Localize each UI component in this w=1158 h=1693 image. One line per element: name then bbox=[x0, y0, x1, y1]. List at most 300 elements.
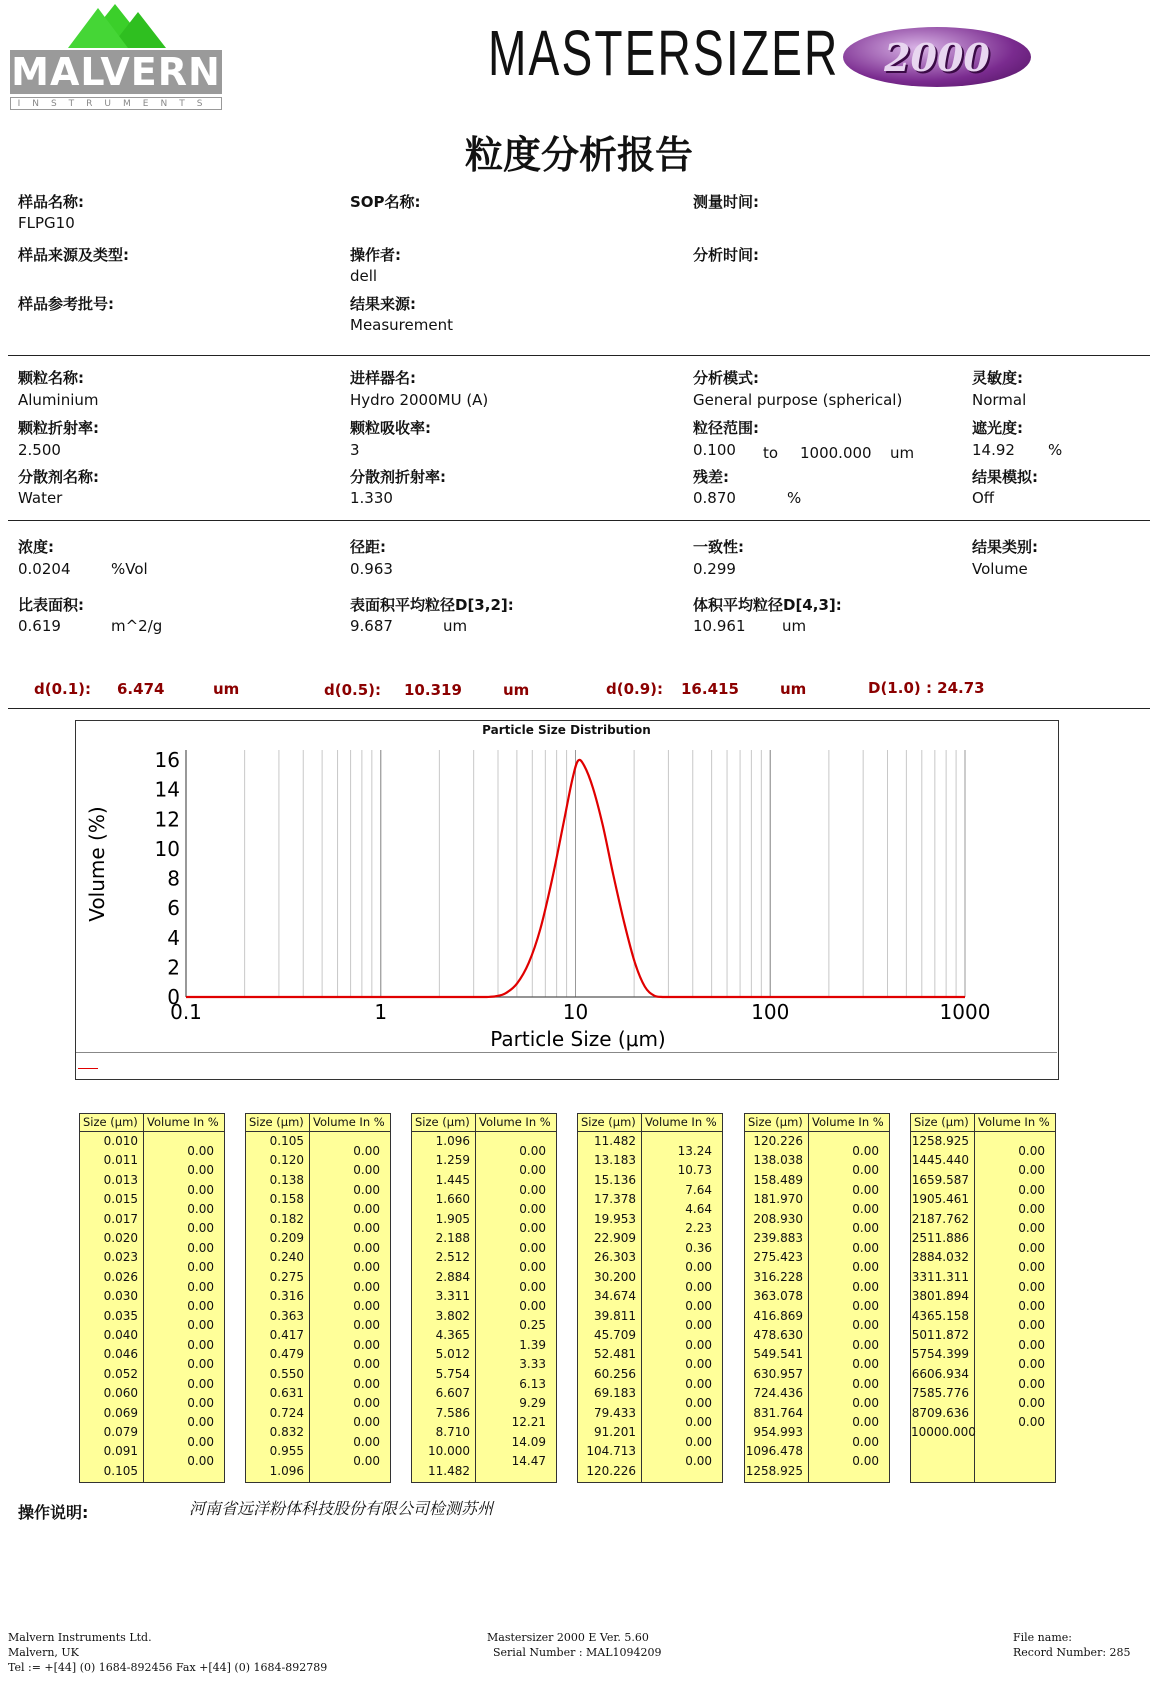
volume-cell: 0.00 bbox=[353, 1201, 380, 1216]
y-tick-label: 0 bbox=[167, 985, 180, 1009]
d05-value: 10.319 bbox=[404, 681, 462, 699]
size-cell: 11.482 bbox=[594, 1134, 636, 1148]
header-volume: Volume In % bbox=[147, 1115, 219, 1129]
volume-cell: 0.00 bbox=[685, 1318, 712, 1333]
volume-cell: 0.00 bbox=[187, 1434, 214, 1449]
size-cell: 30.200 bbox=[594, 1269, 636, 1284]
volume-cell: 0.00 bbox=[187, 1143, 214, 1158]
size-cell: 7585.776 bbox=[911, 1386, 969, 1401]
x-tick-label: 1 bbox=[374, 1000, 388, 1024]
size-cell: 0.052 bbox=[103, 1366, 138, 1381]
volume-cell: 0.00 bbox=[1018, 1376, 1045, 1391]
size-cell: 5.012 bbox=[435, 1347, 470, 1362]
logo-company-text: MALVERN bbox=[11, 50, 221, 94]
volume-cell: 0.00 bbox=[519, 1143, 546, 1158]
sop-label: SOP名称: bbox=[350, 193, 421, 211]
size-cell: 0.079 bbox=[103, 1425, 138, 1439]
size-cell: 22.909 bbox=[594, 1231, 636, 1245]
size-cell: 3.311 bbox=[435, 1289, 470, 1304]
x-tick-label: 10 bbox=[562, 1000, 589, 1024]
sensitivity-label: 灵敏度: bbox=[972, 369, 1023, 387]
emulation-value: Off bbox=[972, 489, 995, 507]
footer-line: Serial Number : MAL1094209 bbox=[493, 1646, 662, 1659]
table-header bbox=[578, 1114, 722, 1132]
volume-cell: 0.00 bbox=[685, 1434, 712, 1449]
size-cell: 11.482 bbox=[428, 1463, 470, 1478]
table-header bbox=[745, 1114, 889, 1132]
size-cell: 158.489 bbox=[753, 1172, 803, 1187]
volume-cell: 0.00 bbox=[1018, 1143, 1045, 1158]
size-cell: 1445.440 bbox=[911, 1153, 969, 1168]
volume-cell: 0.00 bbox=[353, 1298, 380, 1313]
result-source-label: 结果来源: bbox=[350, 295, 416, 313]
volume-cell: 0.00 bbox=[852, 1415, 879, 1430]
volume-cell: 0.00 bbox=[1018, 1415, 1045, 1430]
size-cell: 6.607 bbox=[435, 1386, 470, 1401]
size-cell: 0.069 bbox=[103, 1405, 138, 1420]
volume-cell: 0.00 bbox=[685, 1260, 712, 1275]
ssa-value: 0.619 bbox=[18, 617, 61, 635]
volume-cell: 0.00 bbox=[852, 1298, 879, 1313]
size-cell: 0.013 bbox=[103, 1172, 138, 1187]
size-cell: 2.884 bbox=[435, 1269, 470, 1284]
size-cell: 478.630 bbox=[753, 1328, 803, 1342]
obscuration-value: 14.92 bbox=[972, 441, 1015, 459]
d09-label: d(0.9): bbox=[606, 680, 664, 698]
size-cell: 1.259 bbox=[435, 1153, 470, 1168]
d09-unit: um bbox=[780, 680, 807, 698]
size-cell: 724.436 bbox=[753, 1386, 803, 1401]
size-cell: 239.883 bbox=[753, 1231, 803, 1245]
footer-line: Record Number: 285 bbox=[1013, 1646, 1131, 1659]
size-cell: 549.541 bbox=[753, 1347, 803, 1362]
divider bbox=[8, 520, 1150, 521]
size-table bbox=[910, 1113, 1056, 1483]
sample-source-label: 样品来源及类型: bbox=[18, 246, 129, 264]
volume-cell: 0.00 bbox=[685, 1337, 712, 1352]
volume-cell: 0.00 bbox=[187, 1318, 214, 1333]
x-tick-label: 0.1 bbox=[170, 1000, 202, 1024]
sample-name-label: 样品名称: bbox=[18, 193, 84, 211]
size-cell: 45.709 bbox=[594, 1328, 636, 1342]
volume-cell: 2.23 bbox=[685, 1221, 712, 1236]
obscuration-label: 遮光度: bbox=[972, 419, 1023, 437]
volume-cell: 0.00 bbox=[187, 1415, 214, 1430]
volume-cell: 0.00 bbox=[685, 1395, 712, 1410]
notes-value: 河南省远洋粉体科技股份有限公司检测苏州 bbox=[189, 1499, 494, 1518]
size-cell: 0.105 bbox=[269, 1134, 304, 1148]
size-cell: 954.993 bbox=[753, 1425, 803, 1439]
uniformity-label: 一致性: bbox=[693, 538, 744, 556]
d43-unit: um bbox=[782, 617, 807, 635]
sampler-label: 进样器名: bbox=[350, 369, 416, 387]
measure-time-label: 测量时间: bbox=[693, 193, 759, 211]
volume-cell: 10.73 bbox=[677, 1163, 712, 1178]
size-cell: 275.423 bbox=[753, 1250, 803, 1265]
volume-cell: 0.00 bbox=[1018, 1395, 1045, 1410]
size-table bbox=[411, 1113, 557, 1483]
size-cell: 2884.032 bbox=[911, 1250, 969, 1265]
size-cell: 0.030 bbox=[103, 1289, 138, 1304]
size-cell: 10.000 bbox=[428, 1444, 470, 1459]
size-cell: 0.011 bbox=[103, 1153, 138, 1168]
volume-cell: 1.39 bbox=[519, 1337, 546, 1352]
absorption-label: 颗粒吸收率: bbox=[350, 419, 431, 437]
size-cell: 15.136 bbox=[594, 1172, 636, 1187]
d10-value: D(1.0) : 24.73 bbox=[868, 679, 985, 697]
volume-cell: 0.00 bbox=[353, 1376, 380, 1391]
size-cell: 1.445 bbox=[435, 1172, 470, 1187]
volume-cell: 0.00 bbox=[353, 1182, 380, 1197]
size-cell: 39.811 bbox=[594, 1308, 636, 1323]
size-range-to: to bbox=[763, 444, 779, 462]
chart-title: Particle Size Distribution bbox=[482, 723, 651, 737]
volume-cell: 0.00 bbox=[353, 1260, 380, 1275]
volume-cell: 0.00 bbox=[685, 1298, 712, 1313]
size-cell: 316.228 bbox=[753, 1269, 803, 1284]
y-tick-label: 14 bbox=[154, 777, 180, 802]
ri-label: 颗粒折射率: bbox=[18, 419, 99, 437]
span-value: 0.963 bbox=[350, 560, 393, 578]
volume-cell: 0.00 bbox=[1018, 1240, 1045, 1255]
volume-cell: 0.00 bbox=[519, 1298, 546, 1313]
size-cell: 4365.158 bbox=[911, 1308, 969, 1323]
size-cell: 0.158 bbox=[269, 1192, 304, 1207]
analysis-mode-value: General purpose (spherical) bbox=[693, 391, 903, 409]
volume-cell: 0.00 bbox=[852, 1454, 879, 1469]
header-volume: Volume In % bbox=[645, 1115, 717, 1129]
volume-cell: 0.00 bbox=[1018, 1182, 1045, 1197]
size-cell: 13.183 bbox=[594, 1153, 636, 1168]
size-cell: 52.481 bbox=[594, 1347, 636, 1362]
size-cell: 0.060 bbox=[103, 1386, 138, 1401]
y-tick-label: 10 bbox=[154, 836, 180, 861]
size-cell: 181.970 bbox=[753, 1192, 803, 1207]
size-cell: 3311.311 bbox=[911, 1269, 969, 1284]
size-cell: 4.365 bbox=[435, 1328, 470, 1342]
size-table bbox=[79, 1113, 225, 1483]
particle-name-label: 颗粒名称: bbox=[18, 369, 84, 387]
product-name: MASTERSIZER bbox=[488, 17, 840, 89]
size-cell: 8709.636 bbox=[911, 1405, 969, 1420]
volume-cell: 0.00 bbox=[1018, 1163, 1045, 1178]
volume-cell: 0.00 bbox=[353, 1357, 380, 1372]
volume-cell: 0.00 bbox=[1018, 1357, 1045, 1372]
volume-cell: 14.09 bbox=[511, 1434, 546, 1449]
size-cell: 1.096 bbox=[269, 1463, 304, 1478]
d43-value: 10.961 bbox=[693, 617, 746, 635]
volume-cell: 0.00 bbox=[519, 1201, 546, 1216]
sample-name-value: FLPG10 bbox=[18, 214, 75, 232]
product-badge bbox=[843, 27, 1031, 87]
logo-triangles-icon bbox=[10, 0, 222, 50]
size-cell: 1.905 bbox=[435, 1211, 470, 1226]
residual-label: 残差: bbox=[693, 468, 729, 486]
sampler-value: Hydro 2000MU (A) bbox=[350, 391, 489, 409]
size-table bbox=[744, 1113, 890, 1483]
size-cell: 0.017 bbox=[103, 1211, 138, 1226]
volume-cell: 0.00 bbox=[519, 1279, 546, 1294]
batch-label: 样品参考批号: bbox=[18, 295, 114, 313]
operator-value: dell bbox=[350, 267, 378, 285]
size-cell: 5754.399 bbox=[911, 1347, 969, 1362]
result-type-label: 结果类别: bbox=[972, 538, 1038, 556]
size-cell: 831.764 bbox=[753, 1405, 803, 1420]
volume-cell: 0.00 bbox=[852, 1395, 879, 1410]
table-header bbox=[412, 1114, 556, 1132]
emulation-label: 结果模拟: bbox=[972, 468, 1038, 486]
volume-cell: 0.00 bbox=[685, 1454, 712, 1469]
table-header bbox=[246, 1114, 390, 1132]
dispersant-label: 分散剂名称: bbox=[18, 468, 99, 486]
size-cell: 0.240 bbox=[269, 1250, 304, 1265]
d09-value: 16.415 bbox=[681, 680, 739, 698]
conc-value: 0.0204 bbox=[18, 560, 71, 578]
size-cell: 60.256 bbox=[594, 1366, 636, 1381]
x-tick-label: 100 bbox=[751, 1000, 790, 1024]
size-cell: 208.930 bbox=[753, 1211, 803, 1226]
volume-cell: 0.00 bbox=[353, 1337, 380, 1352]
header-volume: Volume In % bbox=[978, 1115, 1050, 1129]
size-cell: 0.209 bbox=[269, 1231, 304, 1245]
size-cell: 69.183 bbox=[594, 1386, 636, 1401]
size-cell: 2187.762 bbox=[911, 1211, 969, 1226]
size-cell: 5011.872 bbox=[911, 1328, 969, 1342]
size-cell: 0.182 bbox=[269, 1211, 304, 1226]
size-cell: 8.710 bbox=[435, 1425, 470, 1439]
volume-cell: 0.00 bbox=[852, 1240, 879, 1255]
footer-file bbox=[1013, 1630, 1131, 1660]
size-cell: 416.869 bbox=[753, 1308, 803, 1323]
y-axis-label: Volume (%) bbox=[85, 806, 109, 922]
volume-cell: 0.00 bbox=[852, 1143, 879, 1158]
size-cell: 1.096 bbox=[435, 1134, 470, 1148]
size-cell: 3801.894 bbox=[911, 1289, 969, 1304]
volume-cell: 0.00 bbox=[519, 1163, 546, 1178]
dispersant-ri-label: 分散剂折射率: bbox=[350, 468, 446, 486]
size-cell: 17.378 bbox=[594, 1192, 636, 1207]
volume-cell: 0.00 bbox=[852, 1182, 879, 1197]
footer-instrument bbox=[487, 1630, 662, 1660]
volume-cell: 0.00 bbox=[187, 1395, 214, 1410]
size-cell: 0.275 bbox=[269, 1269, 304, 1284]
volume-cell: 0.00 bbox=[1018, 1260, 1045, 1275]
d05-label: d(0.5): bbox=[324, 681, 382, 699]
volume-cell: 9.29 bbox=[519, 1395, 546, 1410]
size-cell: 104.713 bbox=[586, 1444, 636, 1459]
malvern-logo bbox=[10, 0, 222, 112]
table-header bbox=[911, 1114, 1055, 1132]
volume-cell: 0.00 bbox=[187, 1221, 214, 1236]
dispersant-ri-value: 1.330 bbox=[350, 489, 393, 507]
y-tick-label: 12 bbox=[154, 807, 180, 832]
size-cell: 2.512 bbox=[435, 1250, 470, 1265]
volume-cell: 0.00 bbox=[519, 1260, 546, 1275]
logo-sub-text: INSTRUMENTS bbox=[10, 97, 222, 110]
size-cell: 10000.000 bbox=[911, 1425, 976, 1439]
volume-cell: 0.00 bbox=[353, 1454, 380, 1469]
size-range-max: 1000.000 bbox=[800, 444, 872, 462]
size-cell: 0.046 bbox=[103, 1347, 138, 1362]
d01-unit: um bbox=[213, 680, 240, 698]
footer-line: Tel := +[44] (0) 1684-892456 Fax +[44] (0) 1684-892789 bbox=[8, 1661, 328, 1674]
size-cell: 2.188 bbox=[435, 1231, 470, 1245]
header-size: Size (μm) bbox=[581, 1115, 636, 1129]
size-cell: 363.078 bbox=[753, 1289, 803, 1304]
volume-cell: 0.00 bbox=[519, 1221, 546, 1236]
dispersant-value: Water bbox=[18, 489, 63, 507]
table-header bbox=[80, 1114, 224, 1132]
ssa-label: 比表面积: bbox=[18, 596, 84, 614]
volume-cell: 0.00 bbox=[187, 1163, 214, 1178]
volume-cell: 0.00 bbox=[353, 1415, 380, 1430]
y-tick-label: 16 bbox=[154, 748, 180, 772]
size-cell: 0.091 bbox=[103, 1444, 138, 1459]
conc-unit: %Vol bbox=[111, 560, 148, 578]
divider bbox=[8, 708, 1150, 709]
chart-frame bbox=[75, 720, 1059, 1080]
analysis-mode-label: 分析模式: bbox=[693, 369, 759, 387]
d32-unit: um bbox=[443, 617, 468, 635]
volume-cell: 3.33 bbox=[519, 1357, 546, 1372]
volume-cell: 0.00 bbox=[353, 1395, 380, 1410]
header-size: Size (μm) bbox=[249, 1115, 304, 1129]
size-cell: 34.674 bbox=[594, 1289, 636, 1304]
volume-cell: 0.00 bbox=[1018, 1337, 1045, 1352]
size-cell: 0.120 bbox=[269, 1153, 304, 1168]
volume-cell: 0.00 bbox=[852, 1337, 879, 1352]
volume-cell: 13.24 bbox=[677, 1143, 712, 1158]
y-tick-label: 4 bbox=[167, 925, 180, 950]
volume-cell: 0.00 bbox=[187, 1357, 214, 1372]
volume-cell: 0.00 bbox=[685, 1357, 712, 1372]
page-title: 粒度分析报告 bbox=[464, 132, 693, 177]
size-cell: 0.035 bbox=[103, 1308, 138, 1323]
conc-label: 浓度: bbox=[18, 538, 54, 556]
volume-cell: 0.00 bbox=[187, 1260, 214, 1275]
result-type-value: Volume bbox=[972, 560, 1028, 578]
size-cell: 79.433 bbox=[594, 1405, 636, 1420]
volume-cell: 0.00 bbox=[1018, 1201, 1045, 1216]
volume-cell: 0.00 bbox=[685, 1376, 712, 1391]
size-cell: 0.105 bbox=[103, 1463, 138, 1478]
volume-cell: 0.00 bbox=[685, 1279, 712, 1294]
sensitivity-value: Normal bbox=[972, 391, 1027, 409]
obscuration-unit: % bbox=[1048, 441, 1063, 459]
x-tick-label: 1000 bbox=[939, 1000, 991, 1024]
d01-value: 6.474 bbox=[117, 680, 165, 698]
volume-cell: 0.00 bbox=[187, 1337, 214, 1352]
size-cell: 26.303 bbox=[594, 1250, 636, 1265]
volume-cell: 12.21 bbox=[511, 1415, 546, 1430]
size-cell: 0.550 bbox=[269, 1366, 304, 1381]
uniformity-value: 0.299 bbox=[693, 560, 736, 578]
product-badge-text: 2000 bbox=[884, 35, 990, 80]
size-cell: 6606.934 bbox=[911, 1366, 969, 1381]
residual-unit: % bbox=[787, 489, 802, 507]
volume-cell: 6.13 bbox=[519, 1376, 546, 1391]
volume-cell: 0.00 bbox=[187, 1454, 214, 1469]
size-cell: 0.417 bbox=[269, 1328, 304, 1342]
size-cell: 7.586 bbox=[435, 1405, 470, 1420]
absorption-value: 3 bbox=[350, 441, 360, 459]
size-cell: 0.023 bbox=[103, 1250, 138, 1265]
size-range-unit: um bbox=[890, 444, 915, 462]
header-size: Size (μm) bbox=[914, 1115, 969, 1129]
size-cell: 19.953 bbox=[594, 1211, 636, 1226]
span-label: 径距: bbox=[350, 538, 386, 556]
size-cell: 1659.587 bbox=[911, 1172, 969, 1187]
volume-cell: 0.00 bbox=[852, 1201, 879, 1216]
size-cell: 120.226 bbox=[586, 1463, 636, 1478]
size-cell: 0.832 bbox=[269, 1425, 304, 1439]
volume-cell: 0.00 bbox=[852, 1434, 879, 1449]
size-cell: 3.802 bbox=[435, 1308, 470, 1323]
volume-cell: 0.00 bbox=[187, 1240, 214, 1255]
volume-cell: 0.00 bbox=[852, 1221, 879, 1236]
volume-cell: 0.36 bbox=[685, 1240, 712, 1255]
size-cell: 630.957 bbox=[753, 1366, 803, 1381]
header-volume: Volume In % bbox=[812, 1115, 884, 1129]
volume-cell: 7.64 bbox=[685, 1182, 712, 1197]
d32-value: 9.687 bbox=[350, 617, 393, 635]
size-cell: 0.015 bbox=[103, 1192, 138, 1207]
size-cell: 1905.461 bbox=[911, 1192, 969, 1207]
d01-label: d(0.1): bbox=[34, 680, 92, 698]
size-cell: 1258.925 bbox=[911, 1134, 969, 1148]
size-cell: 138.038 bbox=[753, 1153, 803, 1168]
size-cell: 0.020 bbox=[103, 1231, 138, 1245]
ri-value: 2.500 bbox=[18, 441, 61, 459]
volume-cell: 0.00 bbox=[353, 1434, 380, 1449]
y-tick-label: 6 bbox=[167, 896, 180, 921]
volume-cell: 0.00 bbox=[852, 1376, 879, 1391]
volume-cell: 0.00 bbox=[852, 1260, 879, 1275]
size-cell: 120.226 bbox=[753, 1134, 803, 1148]
size-cell: 1096.478 bbox=[745, 1444, 803, 1459]
volume-cell: 0.00 bbox=[852, 1357, 879, 1372]
residual-value: 0.870 bbox=[693, 489, 736, 507]
header-volume: Volume In % bbox=[313, 1115, 385, 1129]
size-cell: 1258.925 bbox=[745, 1463, 803, 1478]
volume-cell: 0.00 bbox=[187, 1279, 214, 1294]
volume-cell: 0.00 bbox=[353, 1163, 380, 1178]
notes-label: 操作说明: bbox=[18, 1503, 89, 1522]
volume-cell: 4.64 bbox=[685, 1201, 712, 1216]
volume-cell: 0.00 bbox=[187, 1201, 214, 1216]
size-cell: 0.479 bbox=[269, 1347, 304, 1362]
volume-cell: 14.47 bbox=[511, 1454, 546, 1469]
volume-cell: 0.00 bbox=[519, 1240, 546, 1255]
d32-label: 表面积平均粒径D[3,2]: bbox=[350, 596, 514, 614]
size-cell: 0.955 bbox=[269, 1444, 304, 1459]
volume-cell: 0.00 bbox=[1018, 1279, 1045, 1294]
size-cell: 0.631 bbox=[269, 1386, 304, 1401]
footer-company bbox=[8, 1630, 327, 1675]
operator-label: 操作者: bbox=[350, 246, 401, 264]
size-cell: 0.026 bbox=[103, 1269, 138, 1284]
volume-cell: 0.00 bbox=[353, 1279, 380, 1294]
size-cell: 0.138 bbox=[269, 1172, 304, 1187]
size-cell: 91.201 bbox=[594, 1425, 636, 1439]
footer-line: File name: bbox=[1013, 1631, 1072, 1644]
volume-cell: 0.00 bbox=[353, 1221, 380, 1236]
size-cell: 0.316 bbox=[269, 1289, 304, 1304]
header-volume: Volume In % bbox=[479, 1115, 551, 1129]
volume-cell: 0.00 bbox=[1018, 1298, 1045, 1313]
volume-cell: 0.00 bbox=[353, 1143, 380, 1158]
size-cell: 1.660 bbox=[435, 1192, 470, 1207]
